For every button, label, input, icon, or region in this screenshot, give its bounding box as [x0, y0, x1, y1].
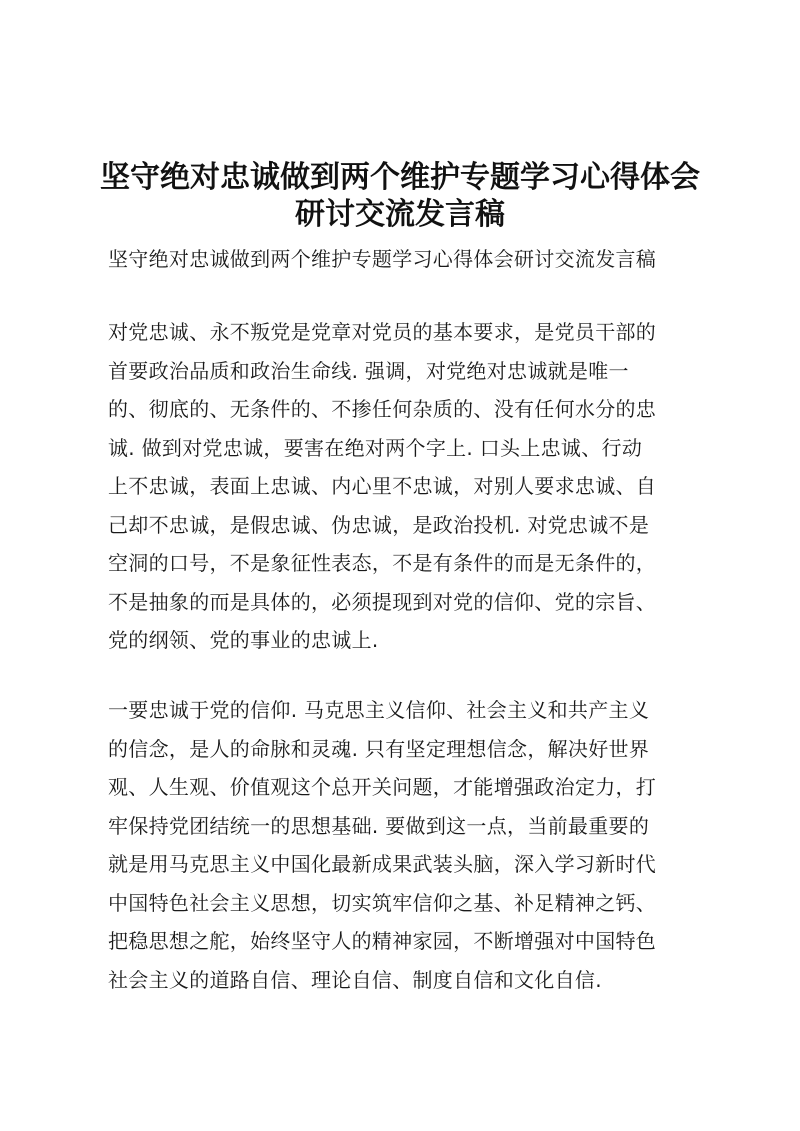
- paragraph-line: 中国特色社会主义思想，切实筑牢信仰之基、补足精神之钙、: [108, 890, 657, 915]
- paragraph-line: 社会主义的道路自信、理论自信、制度自信和文化自信.: [108, 967, 602, 992]
- paragraph-line: 牢保持党团结统一的思想基础. 要做到这一点，当前最重要的: [108, 813, 650, 838]
- document-subtitle: 坚守绝对忠诚做到两个维护专题学习心得体会研讨交流发言稿: [108, 247, 657, 271]
- paragraph-line: 的、彻底的、无条件的、不掺任何杂质的、没有任何水分的忠: [108, 397, 657, 421]
- paragraph-line: 上不忠诚，表面上忠诚、内心里不忠诚，对别人要求忠诚、自: [108, 474, 657, 498]
- paragraph-line: 观、人生观、价值观这个总开关问题，才能增强政治定力，打: [108, 775, 657, 799]
- paragraph-line: 对党忠诚、永不叛党是党章对党员的基本要求，是党员干部的: [108, 320, 657, 344]
- paragraph-2: [108, 691, 698, 999]
- paragraph-line: 首要政治品质和政治生命线. 强调，对党绝对忠诚就是唯一: [108, 358, 629, 383]
- paragraph-1: [108, 313, 698, 660]
- paragraph-line: 不是抽象的而是具体的，必须提现到对党的信仰、党的宗旨、: [108, 589, 657, 614]
- document-title-line-1: 坚守绝对忠诚做到两个维护专题学习心得体会: [100, 160, 700, 195]
- paragraph-line: 党的纲领、党的事业的忠诚上.: [108, 628, 379, 652]
- paragraph-line: 空洞的口号，不是象征性表态，不是有条件的而是无条件的，: [108, 551, 657, 575]
- paragraph-line: 一要忠诚于党的信仰. 马克思主义信仰、社会主义和共产主义: [108, 698, 650, 722]
- paragraph-line: 把稳思想之舵，始终坚守人的精神家园，不断增强对中国特色: [108, 929, 657, 953]
- paragraph-line: 诚. 做到对党忠诚，要害在绝对两个字上. 口头上忠诚、行动: [108, 435, 643, 460]
- paragraph-line: 就是用马克思主义中国化最新成果武装头脑，深入学习新时代: [108, 852, 657, 876]
- paragraph-line: 己却不忠诚，是假忠诚、伪忠诚，是政治投机. 对党忠诚不是: [108, 512, 650, 537]
- paragraph-line: 的信念，是人的命脉和灵魂. 只有坚定理想信念，解决好世界: [108, 736, 650, 761]
- document-title-line-2: 研讨交流发言稿: [295, 197, 505, 232]
